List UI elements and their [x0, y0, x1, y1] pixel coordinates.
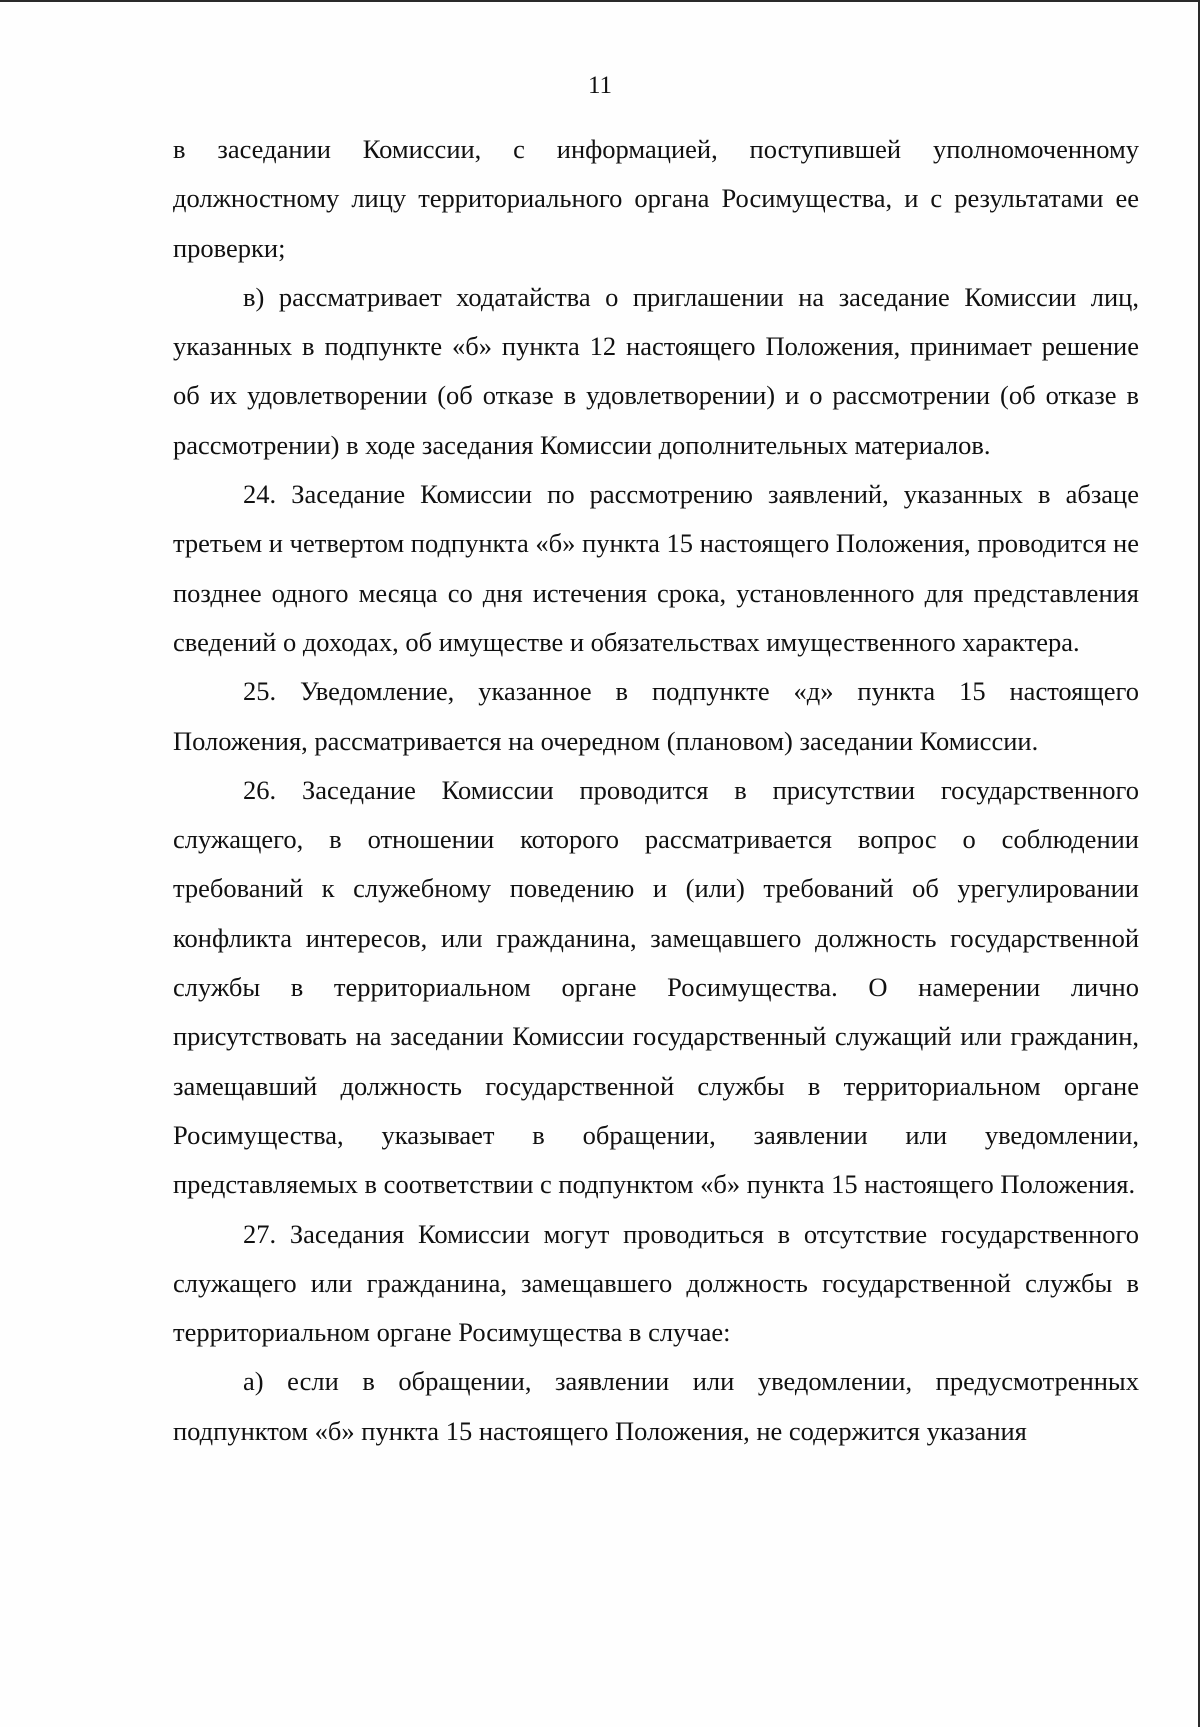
paragraph-26: 26. Заседание Комиссии проводится в присутствии государственного служащего, в отношении которого рассматривается вопрос о соблюдении требований к служебному поведению и (или) требований об урегулировании конфликта интересов, или гражданина, замещавшего должность государственной службы в территориальном органе Росимущества. О намерении лично присутствовать на заседании Комиссии государственный служащий или гражданин, замещавший должность государственной службы в территориальном органе Росимущества, указывает в обращении, заявлении или уведомлении, представляемых в соответствии с подпунктом «б» пункта 15 настоящего Положения. — [173, 774, 1139, 1200]
paragraph-25: 25. Уведомление, указанное в подпункте «д» пункта 15 настоящего Положения, рассматривается на очередном (плановом) заседании Комиссии. — [173, 676, 1139, 756]
paragraph-24: 24. Заседание Комиссии по рассмотрению заявлений, указанных в абзаце третьем и четвертом подпункта «б» пункта 15 настоящего Положения, проводится не позднее одного месяца со дня истечения срока, установленного для представления сведений о доходах, об имуществе и обязательствах имущественного характера. — [173, 479, 1139, 657]
page-number: 11 — [587, 72, 613, 99]
paragraph-continuation: в заседании Комиссии, с информацией, поступившей уполномоченному должностному лицу территориального органа Росимущества, и с результатами ее проверки; — [173, 134, 1139, 263]
document-body — [173, 125, 1139, 1456]
paragraph-subitem-v: в) рассматривает ходатайства о приглашении на заседание Комиссии лиц, указанных в подпункте «б» пункта 12 настоящего Положения, принимает решение об их удовлетворении (об отказе в удовлетворении) и о рассмотрении (об отказе в рассмотрении) в ходе заседания Комиссии дополнительных материалов. — [173, 281, 1139, 460]
paragraph-27: 27. Заседания Комиссии могут проводиться в отсутствие государственного служащего или гражданина, замещавшего должность государственной службы в территориальном органе Росимущества в случае: — [173, 1218, 1139, 1348]
paragraph-subitem-a: а) если в обращении, заявлении или уведомлении, предусмотренных подпунктом «б» пункта 15 настоящего Положения, не содержится указания — [173, 1366, 1139, 1446]
